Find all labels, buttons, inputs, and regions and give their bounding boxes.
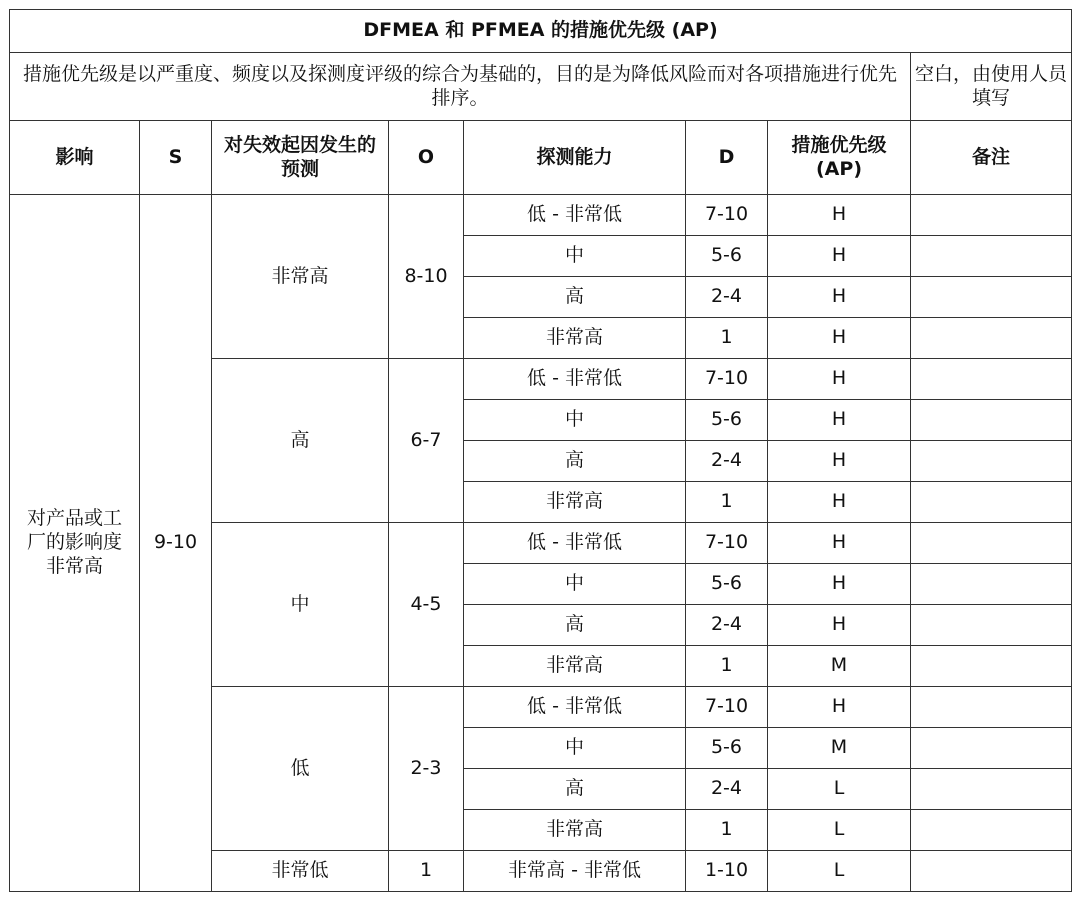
ap-cell: H <box>768 441 911 482</box>
occurrence-cell: 8-10 <box>389 195 464 359</box>
header-s: S <box>140 121 212 195</box>
remarks-cell <box>911 810 1072 851</box>
intro-note: 空白，由使用人员填写 <box>911 53 1072 121</box>
table-title: DFMEA 和 PFMEA 的措施优先级 (AP) <box>10 10 1072 53</box>
d-cell: 2-4 <box>686 277 768 318</box>
d-cell: 1-10 <box>686 851 768 892</box>
d-cell: 1 <box>686 810 768 851</box>
ap-cell: H <box>768 605 911 646</box>
remarks-cell <box>911 646 1072 687</box>
detection-cell: 中 <box>464 400 686 441</box>
detection-cell: 高 <box>464 277 686 318</box>
remarks-cell <box>911 687 1072 728</box>
d-cell: 5-6 <box>686 728 768 769</box>
detection-cell: 非常高 <box>464 810 686 851</box>
prediction-cell: 中 <box>212 523 389 687</box>
d-cell: 7-10 <box>686 687 768 728</box>
detection-cell: 非常高 <box>464 482 686 523</box>
header-detection: 探测能力 <box>464 121 686 195</box>
ap-cell: H <box>768 482 911 523</box>
detection-cell: 中 <box>464 236 686 277</box>
remarks-cell <box>911 564 1072 605</box>
d-cell: 5-6 <box>686 236 768 277</box>
occurrence-cell: 4-5 <box>389 523 464 687</box>
remarks-cell <box>911 318 1072 359</box>
detection-cell: 非常高 <box>464 646 686 687</box>
detection-cell: 低 - 非常低 <box>464 523 686 564</box>
ap-cell: H <box>768 236 911 277</box>
d-cell: 2-4 <box>686 769 768 810</box>
d-cell: 7-10 <box>686 523 768 564</box>
remarks-cell <box>911 851 1072 892</box>
d-cell: 1 <box>686 318 768 359</box>
severity-cell: 9-10 <box>140 195 212 892</box>
ap-cell: H <box>768 687 911 728</box>
prediction-cell: 低 <box>212 687 389 851</box>
prediction-cell: 高 <box>212 359 389 523</box>
prediction-cell: 非常低 <box>212 851 389 892</box>
intro-text: 措施优先级是以严重度、频度以及探测度评级的综合为基础的，目的是为降低风险而对各项措施进行优先排序。 <box>10 53 911 121</box>
d-cell: 5-6 <box>686 400 768 441</box>
detection-cell: 高 <box>464 769 686 810</box>
remarks-cell <box>911 769 1072 810</box>
header-remarks: 备注 <box>911 121 1072 195</box>
d-cell: 5-6 <box>686 564 768 605</box>
detection-cell: 低 - 非常低 <box>464 359 686 400</box>
detection-cell: 非常高 - 非常低 <box>464 851 686 892</box>
remarks-cell <box>911 482 1072 523</box>
detection-cell: 低 - 非常低 <box>464 195 686 236</box>
d-cell: 7-10 <box>686 359 768 400</box>
ap-cell: H <box>768 523 911 564</box>
remarks-cell <box>911 359 1072 400</box>
remarks-cell <box>911 605 1072 646</box>
ap-cell: M <box>768 728 911 769</box>
d-cell: 1 <box>686 482 768 523</box>
ap-cell: H <box>768 400 911 441</box>
detection-cell: 高 <box>464 605 686 646</box>
occurrence-cell: 2-3 <box>389 687 464 851</box>
occurrence-cell: 6-7 <box>389 359 464 523</box>
d-cell: 7-10 <box>686 195 768 236</box>
ap-cell: H <box>768 564 911 605</box>
ap-cell: L <box>768 769 911 810</box>
remarks-cell <box>911 400 1072 441</box>
remarks-cell <box>911 728 1072 769</box>
prediction-cell: 非常高 <box>212 195 389 359</box>
d-cell: 2-4 <box>686 441 768 482</box>
remarks-cell <box>911 441 1072 482</box>
d-cell: 1 <box>686 646 768 687</box>
ap-cell: H <box>768 359 911 400</box>
header-o: O <box>389 121 464 195</box>
ap-cell: H <box>768 318 911 359</box>
ap-cell: L <box>768 810 911 851</box>
header-ap: 措施优先级(AP) <box>768 121 911 195</box>
header-prediction: 对失效起因发生的预测 <box>212 121 389 195</box>
header-d: D <box>686 121 768 195</box>
d-cell: 2-4 <box>686 605 768 646</box>
remarks-cell <box>911 523 1072 564</box>
detection-cell: 非常高 <box>464 318 686 359</box>
detection-cell: 中 <box>464 564 686 605</box>
effect-cell: 对产品或工厂的影响度非常高 <box>10 195 140 892</box>
detection-cell: 高 <box>464 441 686 482</box>
remarks-cell <box>911 236 1072 277</box>
ap-cell: M <box>768 646 911 687</box>
detection-cell: 中 <box>464 728 686 769</box>
table-row <box>10 195 1072 236</box>
ap-table <box>9 9 1072 892</box>
detection-cell: 低 - 非常低 <box>464 687 686 728</box>
remarks-cell <box>911 277 1072 318</box>
occurrence-cell: 1 <box>389 851 464 892</box>
ap-cell: H <box>768 195 911 236</box>
header-effect: 影响 <box>10 121 140 195</box>
remarks-cell <box>911 195 1072 236</box>
ap-cell: L <box>768 851 911 892</box>
ap-cell: H <box>768 277 911 318</box>
